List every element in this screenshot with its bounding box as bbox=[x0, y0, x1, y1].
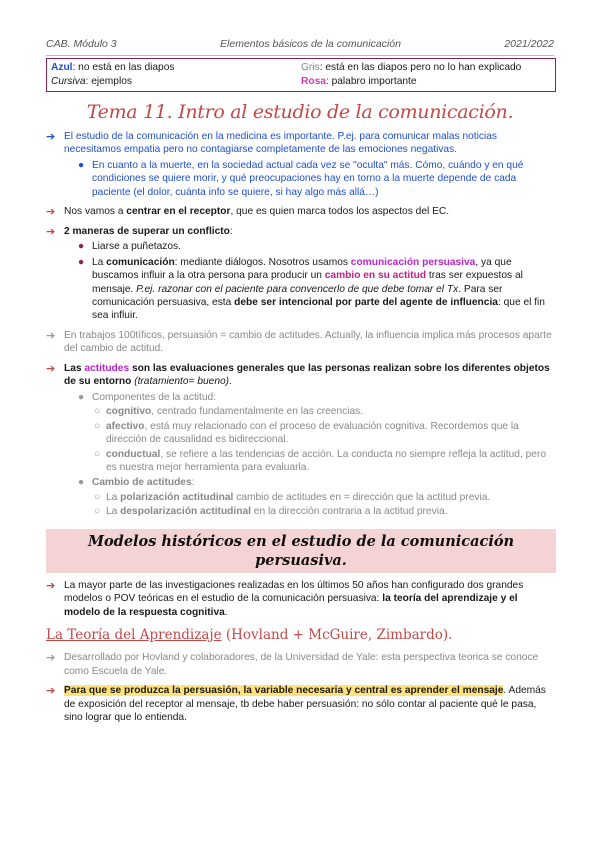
main-content bbox=[46, 130, 556, 730]
subsection-heading: La Teoría del Aprendizaje (Hovland + McGuire, Zimbardo). bbox=[46, 627, 453, 644]
bullet-icon: ● bbox=[78, 391, 85, 403]
circle-bullet-icon: ○ bbox=[94, 420, 101, 432]
page-title: Tema 11. Intro al estudio de la comunicación. bbox=[86, 101, 514, 123]
sub-sub-item: ○ conductual, se refiere a las tendencias de acción. La conducta no siempre refleja la actitud, pero es nuestra mejor herramienta para evaluarla. bbox=[94, 448, 546, 473]
circle-bullet-icon: ○ bbox=[94, 406, 101, 418]
list-item: ➔ El estudio de la comunicación en la medicina es importante. P.ej. para comunicar malas noticias necesitamos empatia pero no contagiarse completamente de las emociones negativas. ● En cuanto a la muerte, en la sociedad actual cada vez se "oculta" más. Cómo, cuándo y en qué condiciones se quiere morir, y qué preocupaciones hay en torno a la muerte depende de cada paciente (el dolor, cuánta info se quiere, si hay algo más allá…) bbox=[46, 130, 556, 199]
legend-gris: Gris: está en las diapos pero no lo han explicado bbox=[301, 62, 522, 73]
list-item: ➔ Nos vamos a centrar en el receptor, que es quien marca todos los aspectos del EC. bbox=[46, 206, 450, 219]
circle-bullet-icon: ○ bbox=[94, 506, 101, 518]
list-item: ➔ Las actitudes son las evaluaciones generales que las personas realizan sobre los diferentes objetos de su entorno (tratamiento= bueno). ● Componentes de la actitud: ○ cognitivo, centrado fundamentalmente en las creencias. ○ afectivo, está muy relacionado con el proceso de evaluación cognitiva. Recordemos que la dirección de causalidad es bidireccional. ○ conductual, se refiere a las tendencias de acción. La conducta no siempre refleja la actitud, pero es nuestra mejor herramienta para evaluarla. ● Cambio de actitudes: ○ La polarización actitudinal cambio de actitudes en = dirección que la actitud previa. ○ La despolarización actitudinal en la dirección contraria a la actitud previa. bbox=[46, 362, 556, 519]
circle-bullet-icon: ○ bbox=[94, 448, 101, 460]
list-item: ➔ Desarrollado por Hovland y colaboradores, de la Universidad de Yale: esta perspectiva teorica se conoce como Escuela de Yale. bbox=[46, 652, 539, 677]
sub-sub-item: ○ cognitivo, centrado fundamentalmente en las creencias. bbox=[94, 406, 364, 418]
list-item: ➔ En trabajos 100tíficos, persuasión = cambio de actitudes. Actually, la influencia implica más procesos aparte del cambio de actitud. bbox=[46, 329, 552, 355]
arrow-icon: ➔ bbox=[46, 225, 56, 238]
sub-item: ● En cuanto a la muerte, en la sociedad actual cada vez se "oculta" más. Cómo, cuándo y en qué condiciones se quiere morir, y qué preocupaciones hay en torno a la muerte depende de cada paciente (el dolor, cuánta info se quiere, si hay algo más allá…) bbox=[78, 159, 524, 198]
legend-cursiva: Cursiva: ejemplos bbox=[51, 76, 132, 88]
sub-item: ● Cambio de actitudes: bbox=[78, 477, 195, 489]
arrow-icon: ➔ bbox=[46, 206, 56, 219]
list-item: ➔ La mayor parte de las investigaciones realizadas en los últimos 50 años han configurado dos grandes modelos o POV teóricas en el estudio de la comunicación persuasiva: la teoría del aprendizaje y el modelo de la respuesta cognitiva. bbox=[46, 580, 524, 618]
page-header bbox=[46, 38, 554, 56]
list-item: ➔ 2 maneras de superar un conflicto: ● Liarse a puñetazos. ● La comunicación: mediante diálogos. Nosotros usamos comunicación persuasiva, ya que buscamos influir a la otra persona para producir un cambio en su actitud tras ser expuestos al mensaje. P.ej. razonar con el paciente para convencerlo de que debe tomar el Tx. Para ser comunicación persuasiva, esta debe ser intencional por parte del agente de influencia: que el fin sea influir. bbox=[46, 225, 556, 323]
color-legend bbox=[46, 58, 556, 92]
arrow-icon: ➔ bbox=[46, 580, 56, 593]
legend-rosa: Rosa: palabro importante bbox=[301, 76, 417, 88]
arrow-icon: ➔ bbox=[46, 685, 56, 698]
header-year: 2021/2022 bbox=[504, 38, 554, 50]
sub-sub-item: ○ La despolarización actitudinal en la dirección contraria a la actitud previa. bbox=[94, 506, 448, 518]
bullet-icon: ● bbox=[78, 159, 85, 171]
legend-azul: Azul: no está en las diapos bbox=[51, 62, 175, 73]
arrow-icon: ➔ bbox=[46, 652, 56, 665]
sub-sub-item: ○ La polarización actitudinal cambio de actitudes en = dirección que la actitud previa. bbox=[94, 491, 491, 503]
arrow-icon: ➔ bbox=[46, 329, 56, 342]
header-course: CAB. Módulo 3 bbox=[46, 38, 117, 50]
header-topic: Elementos básicos de la comunicación bbox=[220, 38, 401, 50]
sub-sub-item: ○ afectivo, está muy relacionado con el proceso de evaluación cognitiva. Recordemos que la dirección de causalidad es bidireccional. bbox=[94, 420, 519, 446]
bullet-icon: ● bbox=[78, 241, 85, 253]
bullet-icon: ● bbox=[78, 256, 85, 268]
sub-item: ● La comunicación: mediante diálogos. Nosotros usamos comunicación persuasiva, ya que buscamos influir a la otra persona para producir un cambio en su actitud tras ser expuestos al mensaje. P.ej. razonar con el paciente para convencerlo de que debe tomar el Tx. Para ser comunicación persuasiva, esta debe ser intencional por parte del agente de influencia: que el fin sea influir. bbox=[78, 256, 545, 322]
bullet-icon: ● bbox=[78, 477, 85, 489]
list-item: ➔ Para que se produzca la persuasión, la variable necesaria y central es aprender el mensaje. Además de exposición del receptor al mensaje, tb debe haber persuasión: no sólo contar al paciente qué le pasa, sino lograr que lo entienda. bbox=[46, 685, 546, 724]
arrow-icon: ➔ bbox=[46, 131, 56, 143]
section-heading: Modelos históricos en el estudio de la comunicación persuasiva. bbox=[46, 529, 556, 573]
sub-item: ● Liarse a puñetazos. bbox=[78, 241, 181, 253]
circle-bullet-icon: ○ bbox=[94, 491, 101, 503]
sub-item: ● Componentes de la actitud: bbox=[78, 391, 217, 403]
arrow-icon: ➔ bbox=[46, 362, 56, 375]
